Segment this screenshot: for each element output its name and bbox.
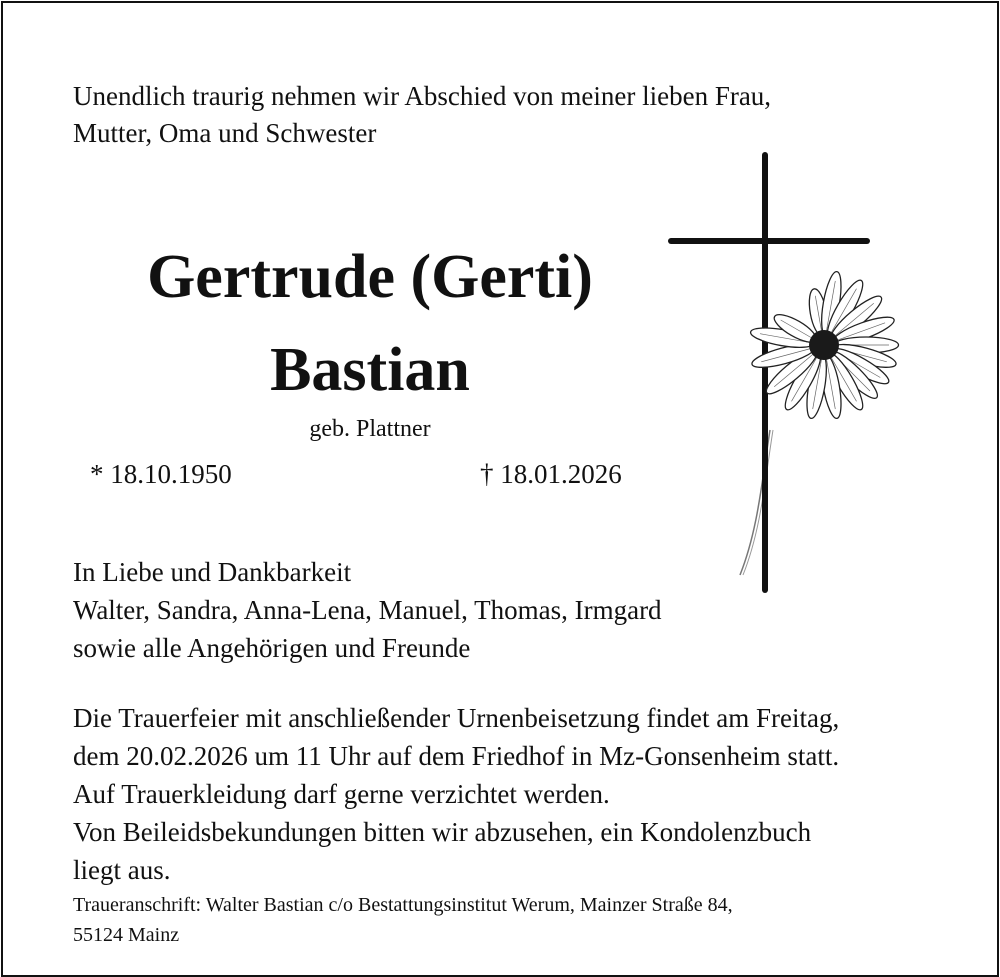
death-date: † 18.01.2026 [480, 459, 622, 489]
maiden-name: geb. Plattner [309, 416, 431, 442]
family-line: sowie alle Angehörigen und Freunde [73, 633, 471, 663]
ceremony-line: dem 20.02.2026 um 11 Uhr auf dem Friedhof in Mz-Gonsenheim statt. [73, 741, 840, 771]
ceremony-line: Von Beileidsbekundungen bitten wir abzusehen, ein Kondolenzbuch [73, 817, 812, 847]
family-line: In Liebe und Dankbarkeit [73, 557, 352, 587]
flower-center [809, 330, 839, 360]
address-line: 55124 Mainz [73, 924, 180, 946]
family-line: Walter, Sandra, Anna-Lena, Manuel, Thomas, Irmgard [73, 595, 662, 625]
address-line: Traueranschrift: Walter Bastian c/o Bestattungsinstitut Werum, Mainzer Straße 84, [73, 894, 733, 916]
daisy-flower [749, 270, 898, 420]
deceased-surname: Bastian [270, 336, 470, 404]
ceremony-line: liegt aus. [73, 855, 171, 885]
ceremony-line: Auf Trauerkleidung darf gerne verzichtet werden. [73, 779, 610, 809]
intro-line: Unendlich traurig nehmen wir Abschied von meiner lieben Frau, [73, 81, 772, 111]
birth-date: * 18.10.1950 [90, 459, 232, 489]
intro-line: Mutter, Oma und Schwester [73, 118, 377, 148]
deceased-name: Gertrude (Gerti) [147, 243, 593, 311]
ceremony-line: Die Trauerfeier mit anschließender Urnenbeisetzung findet am Freitag, [73, 703, 840, 733]
